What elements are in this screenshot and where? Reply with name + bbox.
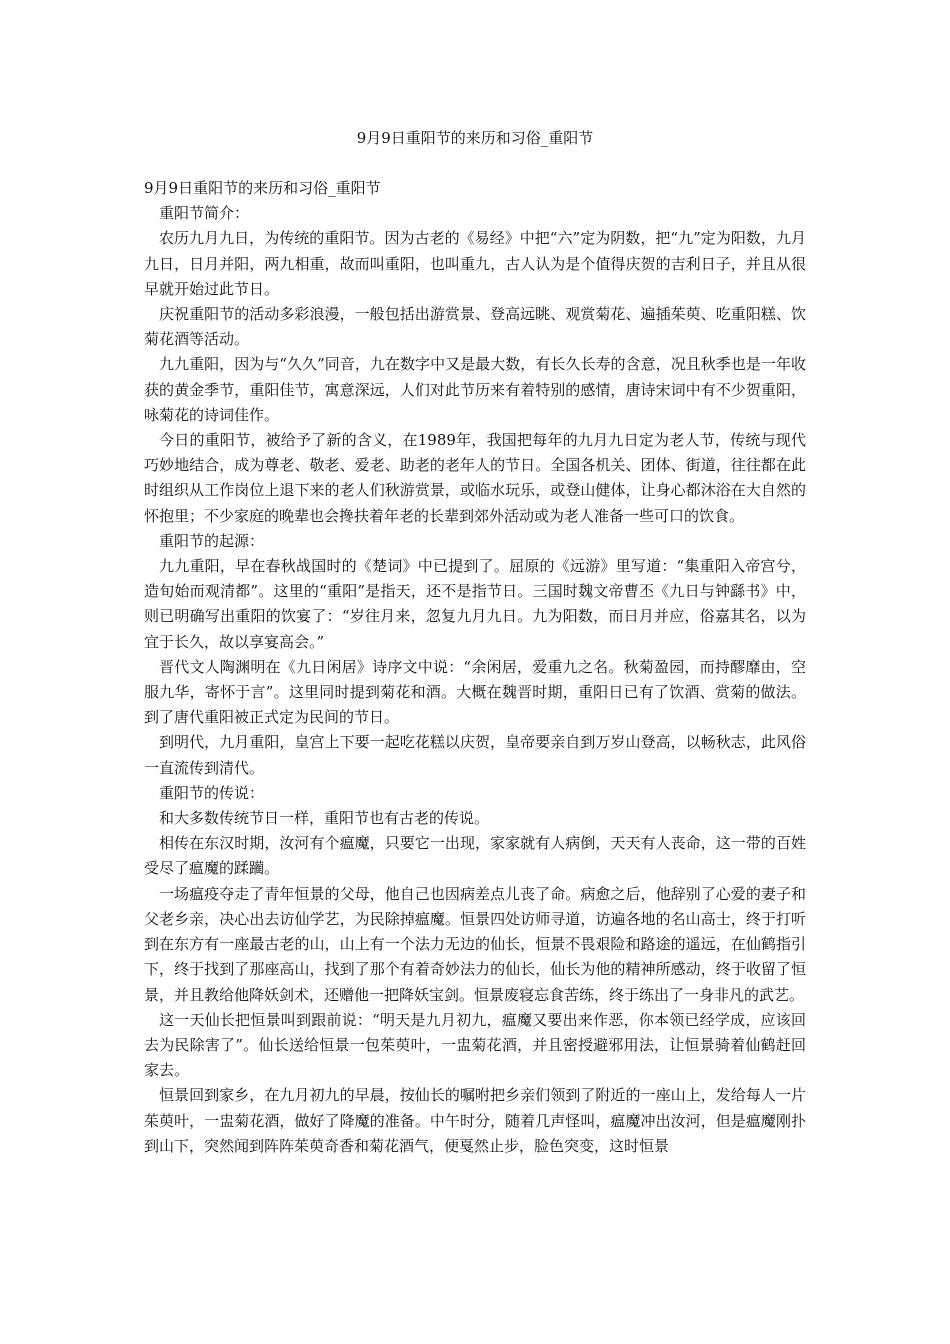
paragraph: 相传在东汉时期，汝河有个瘟魔，只要它一出现，家家就有人病倒，天天有人丧命，这一带的百姓受尽了瘟魔的蹂躏。: [144, 834, 806, 878]
paragraph: 恒景回到家乡，在九月初九的早晨，按仙长的嘱咐把乡亲们领到了附近的一座山上，发给每人一片茱萸叶，一盅菊花酒，做好了降魔的准备。中午时分，随着几声怪叫，瘟魔冲出汝河，但是瘟魔刚扑到山下，突然闻到阵阵茱萸奇香和菊花酒气，便戛然止步，脸色突变，这时恒景: [144, 1086, 806, 1155]
paragraph: 九九重阳，早在春秋战国时的《楚词》中已提到了。屈原的《远游》里写道：“集重阳入帝宫兮，造旬始而观清都”。这里的“重阳”是指天，还不是指节日。三国时魏文帝曹丕《九日与钟繇书》中，则已明确写出重阳的饮宴了：“岁往月来，忽复九月九日。九为阳数，而日月并应，俗嘉其名，以为宜于长久，故以享宴高会。”: [144, 557, 806, 651]
document-title: 9月9日重阳节的来历和习俗_重阳节: [356, 129, 594, 147]
paragraph: 今日的重阳节，被给予了新的含义，在1989年，我国把每年的九月九日定为老人节，传统与现代巧妙地结合，成为尊老、敬老、爱老、助老的老年人的节日。全国各机关、团体、街道，往往都在此时组织从工作岗位上退下来的老人们秋游赏景，或临水玩乐，或登山健体，让身心都沐浴在大自然的怀抱里；不少家庭的晚辈也会搀扶着年老的长辈到郊外活动或为老人准备一些可口的饮食。: [144, 431, 806, 525]
section-heading-intro: 重阳节简介：: [159, 204, 250, 223]
paragraph: 农历九月九日，为传统的重阳节。因为古老的《易经》中把“六”定为阴数，把“九”定为阳数，九月九日，日月并阳，两九相重，故而叫重阳，也叫重九，古人认为是个值得庆贺的吉利日子，并且从很早就开始过此节日。: [144, 229, 806, 298]
paragraph: 庆祝重阳节的活动多彩浪漫，一般包括出游赏景、登高远眺、观赏菊花、遍插茱萸、吃重阳糕、饮菊花酒等活动。: [144, 305, 806, 349]
section-heading-legend: 重阳节的传说：: [159, 783, 265, 802]
paragraph: 和大多数传统节日一样，重阳节也有古老的传说。: [159, 809, 490, 828]
body-heading: 9月9日重阳节的来历和习俗_重阳节: [144, 179, 381, 197]
document-body: [144, 176, 806, 1159]
paragraph: 九九重阳，因为与“久久”同音，九在数字中又是最大数，有长久长寿的含意，况且秋季也是一年收获的黄金季节，重阳佳节，寓意深远，人们对此节历来有着特别的感情，唐诗宋词中有不少贺重阳，咏菊花的诗词佳作。: [144, 355, 806, 424]
paragraph: 晋代文人陶渊明在《九日闲居》诗序文中说：“余闲居，爱重九之名。秋菊盈园，而持醪靡由，空服九华，寄怀于言”。这里同时提到菊花和酒。大概在魏晋时期，重阳日已有了饮酒、赏菊的做法。到了唐代重阳被正式定为民间的节日。: [144, 657, 806, 727]
paragraph: 到明代，九月重阳，皇宫上下要一起吃花糕以庆贺，皇帝要亲自到万岁山登高，以畅秋志，此风俗一直流传到清代。: [144, 733, 806, 777]
paragraph: 这一天仙长把恒景叫到跟前说：“明天是九月初九，瘟魔又要出来作恶，你本领已经学成，应该回去为民除害了”。仙长送给恒景一包茱萸叶，一盅菊花酒，并且密授避邪用法，让恒景骑着仙鹤赶回家去。: [144, 1010, 806, 1080]
paragraph: 一场瘟疫夺走了青年恒景的父母，他自己也因病差点儿丧了命。病愈之后，他辞别了心爱的妻子和父老乡亲，决心出去访仙学艺，为民除掉瘟魔。恒景四处访师寻道，访遍各地的名山高士，终于打听到在东方有一座最古老的山，山上有一个法力无边的仙长，恒景不畏艰险和路途的遥远，在仙鹤指引下，终于找到了那座高山，找到了那个有着奇妙法力的仙长，仙长为他的精神所感动，终于收留了恒景，并且教给他降妖剑术，还赠他一把降妖宝剑。恒景废寝忘食苦练，终于练出了一身非凡的武艺。: [144, 884, 806, 1004]
section-heading-origin: 重阳节的起源：: [159, 531, 265, 550]
